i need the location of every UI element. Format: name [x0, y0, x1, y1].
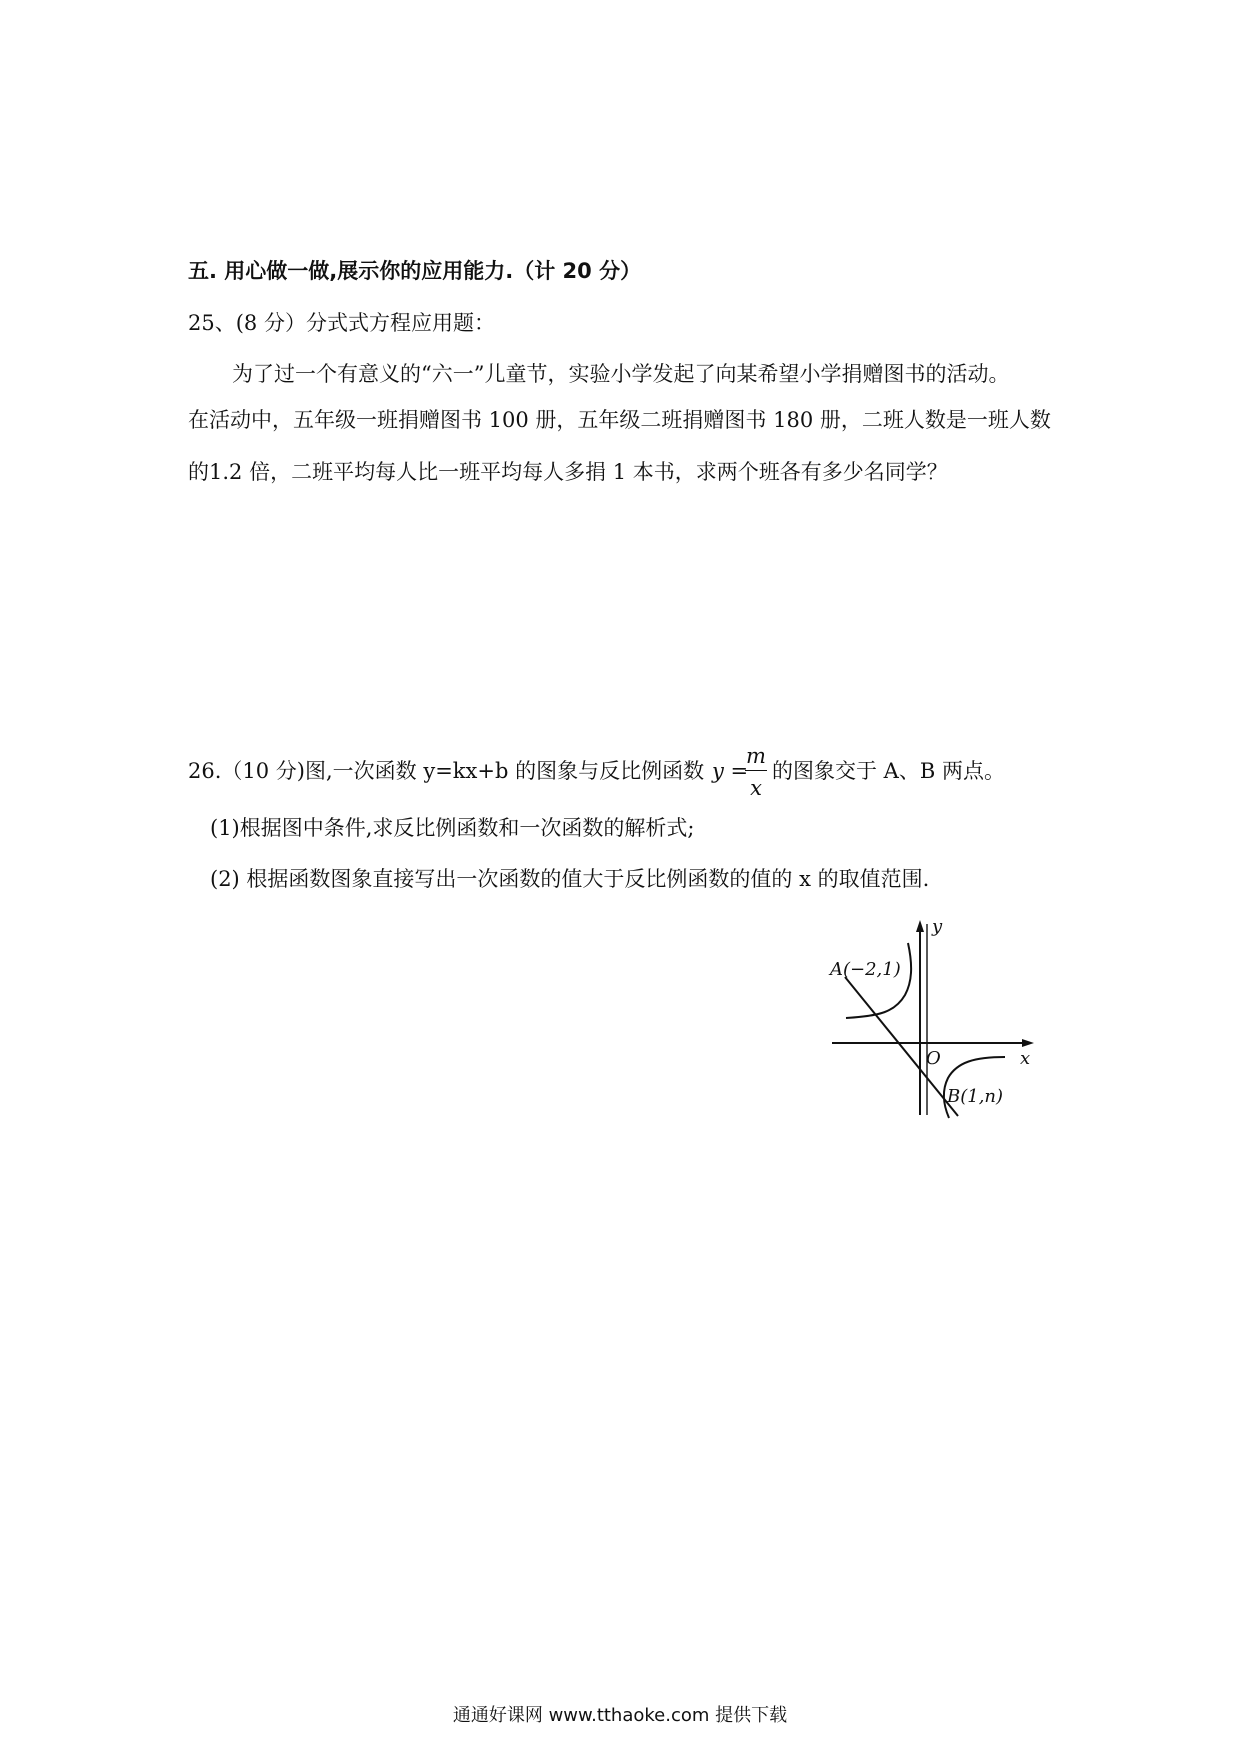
- x-axis-arrow: [1022, 1039, 1034, 1047]
- q26-part-2: (2) 根据函数图象直接写出一次函数的值大于反比例函数的值的 x 的取值范围.: [210, 867, 930, 891]
- fraction-numerator: m: [746, 744, 766, 768]
- hyperbola-branch-left: [846, 943, 911, 1018]
- q25-line-3: 的1.2 倍，二班平均每人比一班平均每人多捐 1 本书，求两个班各有多少名同学？: [188, 460, 948, 484]
- y-axis-arrow: [916, 920, 924, 932]
- label-y: y: [932, 916, 943, 937]
- label-point-a: A(−2,1): [830, 959, 901, 980]
- q25-title: 25、(8 分）分式式方程应用题：: [188, 311, 495, 335]
- section-heading: 五. 用心做一做,展示你的应用能力.（计 20 分）: [188, 259, 642, 283]
- label-point-b: B(1,n): [947, 1086, 1004, 1107]
- q25-line-1: 为了过一个有意义的“六一”儿童节，实验小学发起了向某希望小学捐赠图书的活动。: [232, 362, 1010, 386]
- q26-prefix: 26.（10 分)图,一次函数 y=kx+b 的图象与反比例函数: [188, 759, 705, 783]
- label-origin: O: [926, 1048, 941, 1069]
- linear-line: [845, 977, 958, 1116]
- q25-line-2: 在活动中，五年级一班捐赠图书 100 册，五年级二班捐赠图书 180 册，二班人数是一班人数: [188, 408, 1051, 432]
- footer: 通通好课网 www.tthaoke.com 提供下载: [452, 1705, 788, 1726]
- q26-part-1: (1)根据图中条件,求反比例函数和一次函数的解析式;: [210, 816, 695, 840]
- label-x: x: [1020, 1048, 1031, 1069]
- q26-fn-lhs: y =: [712, 759, 749, 783]
- fraction-denominator: x: [750, 776, 762, 800]
- q26-suffix: 的图象交于 A、B 两点。: [772, 759, 1005, 783]
